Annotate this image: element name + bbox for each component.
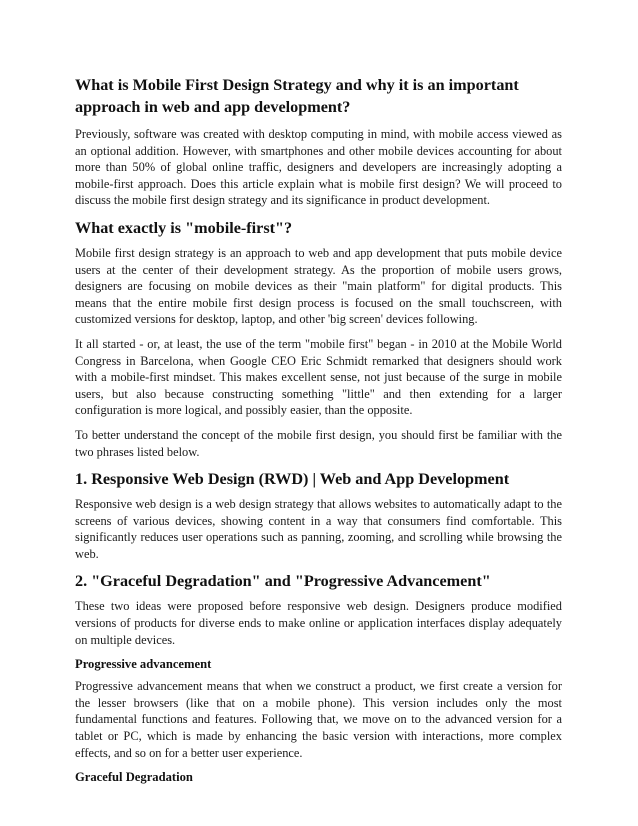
intro-paragraph: Previously, software was created with desktop computing in mind, with mobile access viewed as an optional addition. However, with smartphones and other mobile devices accounting for about more than 50% of global online traffic, designers and developers are increasingly adopting a mobile-first approach. Does this article explain what is mobile first design? We will proceed to discuss the mobile first design strategy and its significance in product development. — [75, 127, 562, 208]
subsection-paragraph: Progressive advancement means that when we construct a product, we first create a version for the lesser browsers (like that on a mobile phone). This version includes only the most fundamental functions and features. Following that, we move on to the advanced version for a tablet or PC, which is made by enhancing the basic version with interactions, more complex effects, and so on for a better user experience. — [75, 679, 562, 760]
section-paragraph: Mobile first design strategy is an approach to web and app development that puts mobile device users at the center of their development strategy. As the proportion of mobile users grows, designers are focusing on mobile devices as their "main platform" for digital products. This means that the entire mobile first design process is focused on the small touchscreen, with customized versions for desktop, laptop, and other 'big screen' devices following. — [75, 245, 562, 327]
section-paragraph: To better understand the concept of the mobile first design, you should first be familiar with the two phrases listed below. — [75, 427, 562, 459]
section-heading-graceful-degradation: 2. "Graceful Degradation" and "Progressive Advancement" — [75, 572, 491, 591]
document-title: What is Mobile First Design Strategy and why it is an important approach in web and app development? — [75, 76, 519, 116]
section-paragraph: These two ideas were proposed before responsive web design. Designers produce modified versions of products for diverse ends to make online or application interfaces display adequately on multiple devices. — [75, 599, 562, 647]
section-heading-mobile-first: What exactly is "mobile-first"? — [75, 218, 293, 237]
section-paragraph: It all started - or, at least, the use of the term "mobile first" began - in 2010 at the Mobile World Congress in Barcelona, when Google CEO Eric Schmidt remarked that designers should work with a mobile-first mindset. This makes excellent sense, not just because of the surge in mobile users, but also because constructing something "little" and then extending for a larger configuration is more logical, and possibly easier, than the opposite. — [75, 336, 562, 418]
section-paragraph: Responsive web design is a web design strategy that allows websites to automatically adapt to the screens of various devices, showing content in a way that consumers find comfortable. This significantly reduces user operations such as panning, zooming, and scrolling while browsing the web. — [75, 497, 562, 561]
subsection-heading-graceful-degradation: Graceful Degradation — [75, 770, 193, 785]
subsection-heading-progressive-advancement: Progressive advancement — [75, 657, 212, 672]
section-heading-responsive-web-design: 1. Responsive Web Design (RWD) | Web and App Development — [75, 470, 510, 489]
document-page — [75, 74, 562, 791]
